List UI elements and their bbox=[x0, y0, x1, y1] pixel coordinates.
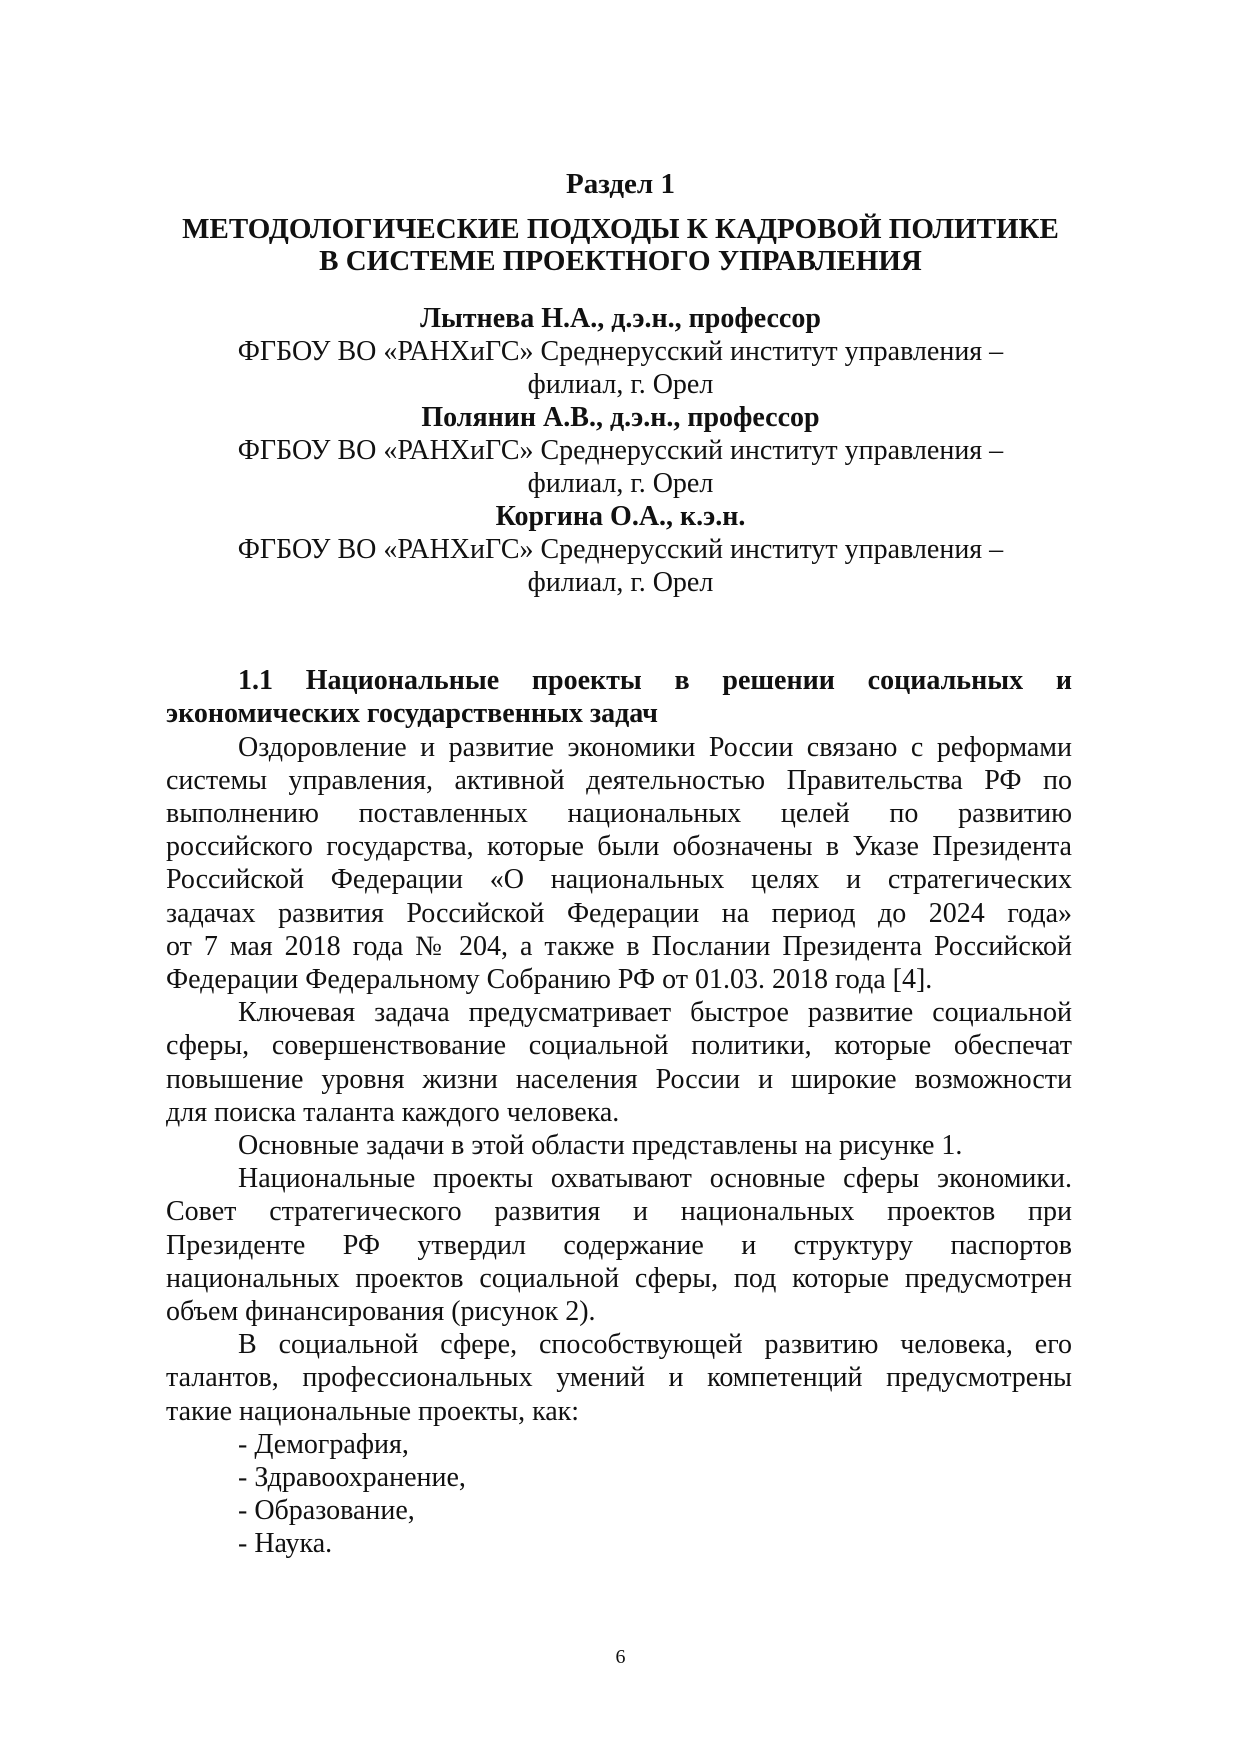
paragraph-line: объем финансирования (рисунок 2). bbox=[166, 1296, 596, 1327]
paragraph-line: талантов, профессиональных умений и компетенций предусмотрены bbox=[166, 1362, 1072, 1393]
author-affiliation: ФГБОУ ВО «РАНХиГС» Среднерусский институт управления – bbox=[237, 534, 1004, 565]
list-item: - Наука. bbox=[238, 1528, 333, 1559]
paragraph-line: Основные задачи в этой области представлены на рисунке 1. bbox=[238, 1130, 963, 1161]
section-label: Раздел 1 bbox=[566, 168, 675, 200]
subsection-heading-line-2: экономических государственных задач bbox=[166, 698, 658, 729]
paragraph-line: Оздоровление и развитие экономики России связано с реформами bbox=[238, 732, 1072, 763]
paragraph-line: для поиска таланта каждого человека. bbox=[166, 1097, 620, 1128]
list-item: - Демография, bbox=[238, 1429, 409, 1460]
author-affiliation-city: филиал, г. Орел bbox=[527, 468, 714, 499]
paragraph-line: Федерации Федеральному Собранию РФ от 01.03. 2018 года [4]. bbox=[166, 964, 933, 995]
author-affiliation-city: филиал, г. Орел bbox=[527, 369, 714, 400]
list-item: - Здравоохранение, bbox=[238, 1462, 466, 1493]
paragraph-line: сферы, совершенствование социальной политики, которые обеспечат bbox=[166, 1030, 1072, 1061]
paragraph-line: Президенте РФ утвердил содержание и структуру паспортов bbox=[166, 1230, 1072, 1261]
paragraph-line: В социальной сфере, способствующей развитию человека, его bbox=[238, 1329, 1072, 1360]
author-affiliation: ФГБОУ ВО «РАНХиГС» Среднерусский институт управления – bbox=[237, 336, 1004, 367]
author-name: Полянин А.В., д.э.н., профессор bbox=[421, 402, 820, 433]
paragraph-line: Совет стратегического развития и национальных проектов при bbox=[166, 1196, 1072, 1227]
paragraph-line: Национальные проекты охватывают основные сферы экономики. bbox=[238, 1163, 1072, 1194]
title-line-1: МЕТОДОЛОГИЧЕСКИЕ ПОДХОДЫ К КАДРОВОЙ ПОЛИТИКЕ bbox=[182, 213, 1059, 245]
paragraph-line: задачах развития Российской Федерации на период до 2024 года» bbox=[166, 898, 1072, 929]
paragraph-line: российского государства, которые были обозначены в Указе Президента bbox=[166, 831, 1072, 862]
paragraph-line: системы управления, активной деятельностью Правительства РФ по bbox=[166, 765, 1072, 796]
paragraph-line: Ключевая задача предусматривает быстрое развитие социальной bbox=[238, 997, 1072, 1028]
paragraph-line: Российской Федерации «О национальных целях и стратегических bbox=[166, 864, 1072, 895]
paragraph-line: выполнению поставленных национальных целей по развитию bbox=[166, 798, 1072, 829]
author-affiliation-city: филиал, г. Орел bbox=[527, 567, 714, 598]
paragraph-line: такие национальные проекты, как: bbox=[166, 1396, 580, 1427]
author-name: Лытнева Н.А., д.э.н., профессор bbox=[420, 303, 821, 334]
list-item: - Образование, bbox=[238, 1495, 415, 1526]
paragraph-line: повышение уровня жизни населения России и широкие возможности bbox=[166, 1064, 1072, 1095]
paragraph-line: национальных проектов социальной сферы, под которые предусмотрен bbox=[166, 1263, 1072, 1294]
paragraph-line: от 7 мая 2018 года № 204, а также в Послании Президента Российской bbox=[166, 931, 1072, 962]
title-line-2: В СИСТЕМЕ ПРОЕКТНОГО УПРАВЛЕНИЯ bbox=[319, 245, 922, 277]
author-affiliation: ФГБОУ ВО «РАНХиГС» Среднерусский институт управления – bbox=[237, 435, 1004, 466]
author-name: Коргина О.А., к.э.н. bbox=[495, 501, 746, 532]
subsection-heading-line-1: 1.1 Национальные проекты в решении социальных и bbox=[238, 665, 1072, 696]
page-number: 6 bbox=[615, 1646, 626, 1668]
